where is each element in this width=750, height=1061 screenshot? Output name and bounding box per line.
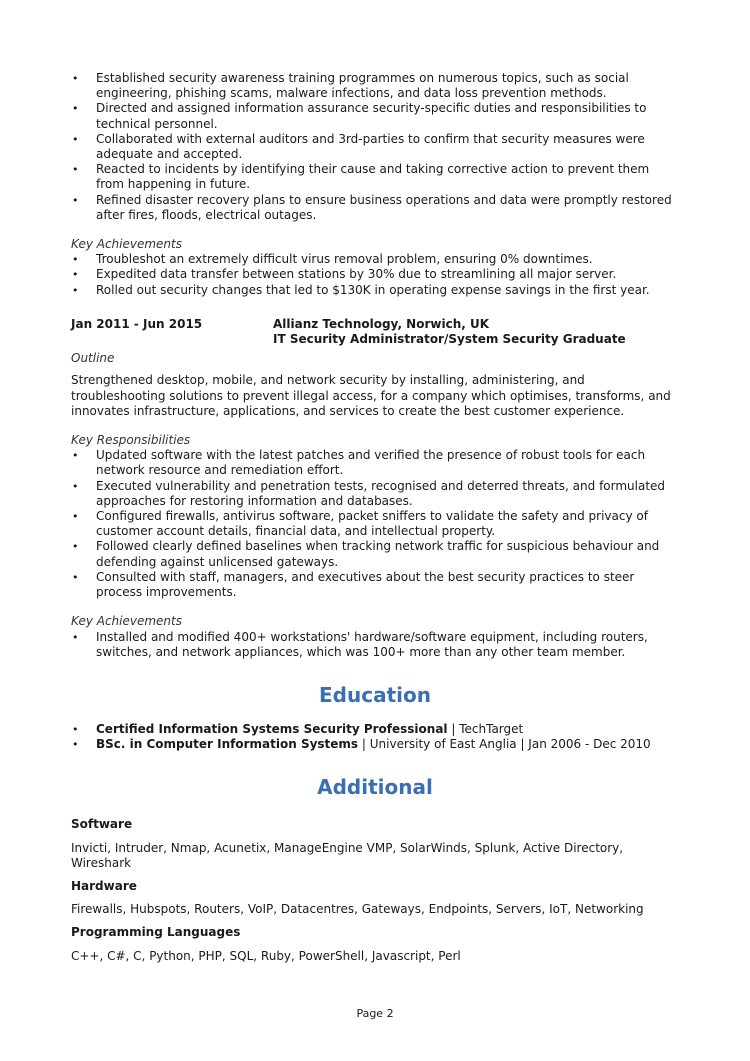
list-item: • Configured firewalls, antivirus software, packet sniffers to validate the safety and privacy of customer account details, financial data, and intellectual property. bbox=[71, 509, 679, 539]
education-item bbox=[71, 722, 679, 737]
software-list: Invicti, Intruder, Nmap, Acunetix, ManageEngine VMP, SolarWinds, Splunk, Active Directory, Wireshark bbox=[71, 840, 624, 870]
software-label: Software bbox=[71, 817, 133, 832]
job1-achievements-list bbox=[71, 252, 679, 298]
job2-responsibilities-label: Key Responsibilities bbox=[71, 433, 191, 448]
languages-label: Programming Languages bbox=[71, 925, 241, 940]
hardware-list: Firewalls, Hubspots, Routers, VoIP, Datacentres, Gateways, Endpoints, Servers, IoT, Networking bbox=[71, 902, 644, 917]
list-item: • Executed vulnerability and penetration tests, recognised and deterred threats, and formulated approaches for restoring information and databases. bbox=[71, 479, 679, 509]
page-number: Page 2 bbox=[356, 1007, 394, 1020]
education-title: Education bbox=[319, 682, 431, 707]
list-item: • Collaborated with external auditors and 3rd-parties to confirm that security measures were adequate and accepted. bbox=[71, 132, 679, 162]
list-item: • Followed clearly defined baselines when tracking network traffic for suspicious behaviour and defending against unlicensed gateways. bbox=[71, 539, 679, 569]
education-detail: | University of East Anglia | Jan 2006 - Dec 2010 bbox=[358, 737, 651, 752]
list-item: • Reacted to incidents by identifying their cause and taking corrective action to prevent them from happening in future. bbox=[71, 162, 679, 192]
list-item: • Rolled out security changes that led to $130K in operating expense savings in the first year. bbox=[71, 283, 679, 298]
education-list bbox=[71, 722, 679, 752]
list-item: • Installed and modified 400+ workstations' hardware/software equipment, including routers, switches, and network appliances, which was 100+ more than any other team member. bbox=[71, 630, 679, 660]
list-item: • Troubleshot an extremely difficult virus removal problem, ensuring 0% downtimes. bbox=[71, 252, 679, 267]
job1-responsibilities-list bbox=[71, 71, 679, 223]
job2-role: IT Security Administrator/System Security Graduate bbox=[273, 332, 626, 347]
resume-page bbox=[71, 71, 679, 964]
list-item: • Refined disaster recovery plans to ensure business operations and data were promptly restored after fires, floods, electrical outages. bbox=[71, 193, 679, 223]
list-item: • Updated software with the latest patches and verified the presence of robust tools for each network resource and remediation effort. bbox=[71, 448, 679, 478]
job2-responsibilities-list bbox=[71, 448, 679, 600]
job2-meta bbox=[273, 317, 626, 347]
education-degree: BSc. in Computer Information Systems bbox=[96, 737, 359, 752]
additional-title: Additional bbox=[317, 775, 433, 800]
list-item: • Directed and assigned information assurance security-specific duties and responsibilities to technical personnel. bbox=[71, 101, 679, 131]
education-item bbox=[71, 737, 679, 752]
education-degree: Certified Information Systems Security Professional bbox=[96, 721, 448, 736]
job2-achievements-list bbox=[71, 630, 679, 660]
job2-dates: Jan 2011 - Jun 2015 bbox=[71, 316, 203, 331]
job2-achievements-label: Key Achievements bbox=[71, 614, 182, 629]
hardware-label: Hardware bbox=[71, 878, 137, 893]
job2-header bbox=[71, 317, 679, 347]
languages-list: C++, C#, C, Python, PHP, SQL, Ruby, PowerShell, Javascript, Perl bbox=[71, 948, 461, 963]
job1-achievements-label: Key Achievements bbox=[71, 237, 182, 252]
list-item: • Expedited data transfer between stations by 30% due to streamlining all major server. bbox=[71, 267, 679, 282]
list-item: • Established security awareness training programmes on numerous topics, such as social engineering, phishing scams, malware infections, and data loss prevention methods. bbox=[71, 71, 679, 101]
job2-outline: Strengthened desktop, mobile, and network security by installing, administering, and troubleshooting solutions to prevent illegal access, for a company which optimises, transforms, and innovates infrastructure, applications, and services to create the best customer experience. bbox=[71, 373, 671, 418]
education-detail: | TechTarget bbox=[447, 721, 524, 736]
job2-outline-label: Outline bbox=[71, 351, 115, 366]
list-item: • Consulted with staff, managers, and executives about the best security practices to steer process improvements. bbox=[71, 570, 679, 600]
job2-company: Allianz Technology, Norwich, UK bbox=[273, 316, 490, 331]
